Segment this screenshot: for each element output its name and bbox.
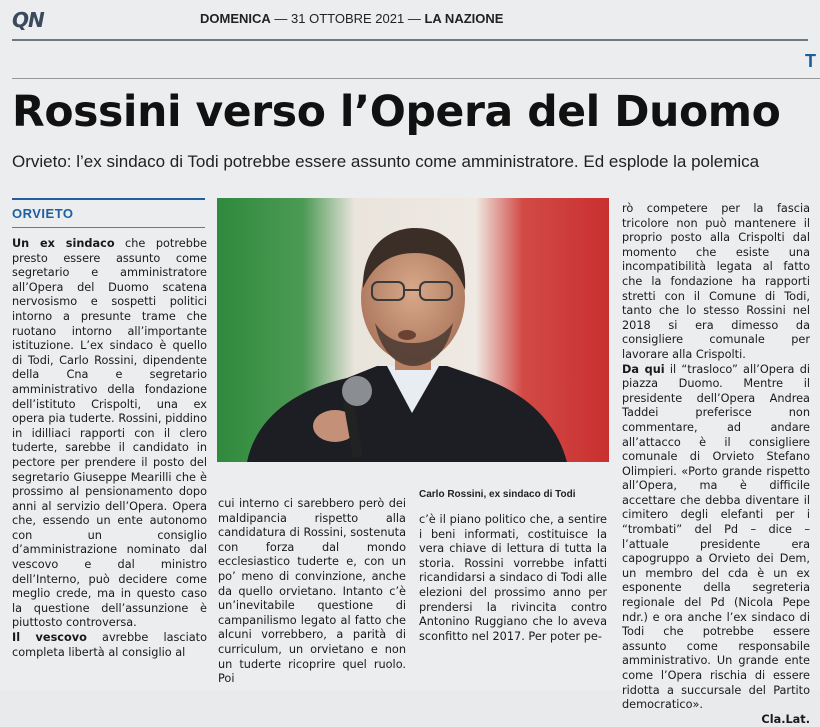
masthead-date: — 31 OTTOBRE 2021 —: [274, 11, 421, 26]
lead-in-3: Da qui: [622, 362, 665, 376]
article-column-4: [622, 202, 810, 727]
column-4-text: rò competere per la fascia tricolore non può mantenere il proprio posto alla Crispolti dal momento che esiste una incompatibilità legata al fatto che la fondazione ha rapporti stretti con il Comune di Todi, tanto che lo stesso Rossini nel 2018 si era dimesso da consigliere comunale per lavorare alla Crispolti.: [622, 202, 810, 361]
column-2-text: cui interno ci sarebbero però dei maldipancia rispetto alla candidatura di Rossini, sostenuta con forza dal mondo ecclesiastico tuderte e, con un po’ meno di convinzione, anche da quello orvietano. Intanto c’è un’inevitabile questione di campanilismo legato al fatto che alcuni vorrebbero, a parità di curriculum, un orvietano e non un tuderte ricoprire quel ruolo. Poi: [218, 497, 406, 686]
author-signature: Cla.Lat.: [761, 712, 810, 726]
mouth: [398, 330, 416, 340]
masthead-day: DOMENICA: [200, 11, 271, 26]
masthead-paper: LA NAZIONE: [424, 11, 504, 26]
section-divider: [12, 227, 205, 228]
lead-in: Un ex sindaco: [12, 237, 115, 250]
column-1-text-2: avrebbe lasciato completa libertà al consiglio al: [12, 631, 207, 659]
article-subhead: Orvieto: l’ex sindaco di Todi potrebbe essere assunto come amministratore. Ed esplode la polemica: [12, 152, 760, 171]
masthead-divider: [12, 39, 808, 41]
column-4-text-2: il “trasloco” all’Opera di piazza Duomo. Mentre il presidente dell’Opera Andrea Taddei preferisce non commentare, ad andare all’attacco è il consigliere comunale di Orvieto Stefano Olimpieri. «Porto grande rispetto all’Opera, ma è difficile accettare che debba diventare il cimitero degli elefanti per i “trombati” del Pd – dice – l’attuale presidente era capogruppo a Orvieto dei Dem, un membro del cda è un ex esponente della segreteria regionale del Pd (Nicola Pepe ndr.) e ora anche l’ex sindaco di Todi che potrebbe essere assunto come responsabile amministrativo. Un grande ente come l’Opera rischia di essere ridotta a succursale del Partito democratico».: [622, 362, 811, 712]
photo-caption: Carlo Rossini, ex sindaco di Todi: [419, 489, 576, 500]
microphone-head: [342, 376, 372, 406]
article-column-2: [218, 497, 406, 687]
section-label: ORVIETO: [12, 206, 74, 221]
lead-in-2: Il vescovo: [12, 631, 87, 645]
section-accent-bar: [12, 198, 205, 200]
top-divider: [12, 78, 820, 79]
article-headline: Rossini verso l’Opera del Duomo: [12, 88, 781, 137]
column-3-text: c’è il piano politico che, a sentire i beni informati, costituisce la vera chiave di lettura di tutta la storia. Rossini vorrebbe infatti ricandidarsi a sindaco di Todi alle elezioni del prossimo anno per prendersi la rivincita contro Antonino Ruggiano che lo aveva sconfitto nel 2017. Per poter pe-: [419, 513, 607, 643]
article-column-1: [12, 237, 207, 660]
cropped-corner-letter: T: [805, 51, 816, 71]
article-column-3: [419, 513, 607, 644]
article-photo: [217, 198, 609, 462]
column-1-text: che potrebbe presto essere assunto come segretario e amministratore all’Opera del Duomo scatena nervosismo e sospetti politici intorno a presunte trame che ruotano intorno all’importante istituzione. L’ex sindaco è quello di Todi, Carlo Rossini, dipendente della Cna e segretario amministrativo della fondazione dell’istituto Crispolti, una ex opera pia tuderte. Rossini, piddino in idilliaci rapporti con il clero tuderte, sarebbe il candidato in pectore per prendere il posto del segretario Giuseppe Mearilli che è prossimo al pensionamento dopo anni al servizio dell’Opera. Opera che, essendo un ente autonomo con un consiglio d’amministrazione nominato dal vescovo e dal ministro dell’Interno, può decidere come meglio crede, ma in questo caso la questione dell’assunzione è piuttosto controversa.: [12, 237, 207, 630]
newspaper-logo: QN: [12, 8, 44, 32]
masthead-line: [200, 11, 503, 26]
